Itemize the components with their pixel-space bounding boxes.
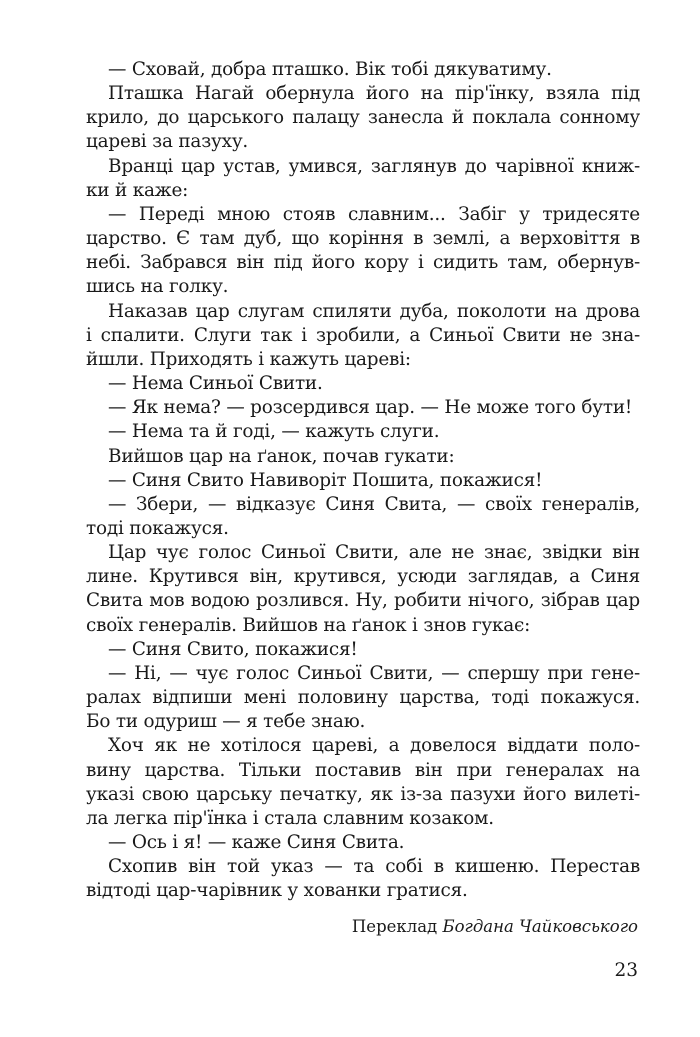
text-line: — Синя Свито Навиворіт Пошита, покажися! — [108, 469, 543, 491]
text-line: Свита мов водою розлився. Ну, робити нічого, зібрав цар — [86, 590, 640, 612]
text-line: — Збери, — відказує Синя Свита, — своїх генералів, — [108, 493, 640, 515]
text-line: ки й каже: — [86, 179, 189, 201]
text-line: царство. Є там дуб, що коріння в землі, а верховіття в — [86, 228, 640, 250]
paragraph — [86, 541, 640, 638]
text-line: йшли. Приходять і кажуть цареві: — [86, 348, 411, 370]
text-line: ралах відпиши мені половину царства, тоді покажуся. — [86, 687, 640, 709]
paragraph — [86, 855, 640, 903]
text-line: крило, до царського палацу занесла й поклала сонному — [86, 107, 640, 129]
paragraph — [86, 493, 640, 541]
text-line: — Переді мною стояв славним... Забіг у тридесяте — [108, 203, 640, 225]
text-line: Вийшов цар на ґанок, почав гукати: — [108, 445, 455, 467]
paragraph — [86, 662, 640, 734]
text-line: Схопив він той указ — та собі в кишеню. Перестав — [108, 856, 640, 878]
text-line: Пташка Нагай обернула його на пір'їнку, взяла під — [108, 83, 640, 105]
text-line: Хоч як не хотілося цареві, а довелося віддати поло- — [108, 735, 640, 757]
text-line: цареві за пазуху. — [86, 131, 249, 153]
paragraph — [86, 638, 640, 662]
text-line: — Ось і я! — каже Синя Свита. — [108, 832, 405, 853]
text-line: і спалити. Слуги так і зробили, а Синьої Свити не зна- — [86, 324, 640, 346]
text-line: Вранці цар устав, умився, заглянув до чарівної книж- — [108, 155, 640, 177]
text-line: вину царства. Тільки поставив він при генералах на — [86, 759, 640, 781]
translation-credit — [352, 917, 638, 936]
text-line: — Як нема? — розсердився цар. — Не може того бути! — [108, 397, 633, 419]
text-line: шись на голку. — [86, 276, 229, 298]
paragraph — [86, 82, 640, 154]
text-line: тоді покажуся. — [86, 517, 229, 539]
paragraph — [86, 203, 640, 300]
translator-name: Богдана Чайковського — [442, 917, 638, 936]
text-line: небі. Забрався він під його кору і сидить там, обернув- — [86, 252, 640, 274]
paragraph — [86, 58, 640, 82]
paragraph — [86, 300, 640, 372]
text-line: — Нема та й годі, — кажуть слуги. — [108, 421, 440, 443]
paragraph — [86, 155, 640, 203]
text-line: — Сховай, добра пташко. Вік тобі дякуватиму. — [108, 59, 552, 80]
paragraph — [86, 469, 640, 493]
text-line: — Нема Синьої Свити. — [108, 373, 323, 395]
paragraph — [86, 831, 640, 855]
text-line: — Ні, — чує голос Синьої Свити, — спершу при гене- — [108, 662, 640, 684]
text-line: Бо ти одуриш — я тебе знаю. — [86, 711, 366, 733]
text-line: Наказав цар слугам спиляти дуба, поколоти на дрова — [108, 300, 640, 322]
text-line: своїх генералів. Вийшов на ґанок і знов гукає: — [86, 614, 531, 636]
paragraph — [86, 420, 640, 444]
page-number: 23 — [614, 960, 638, 981]
text-line: Цар чує голос Синьої Свити, але не знає, звідки він — [108, 542, 640, 564]
credit-prefix: Переклад — [351, 917, 438, 936]
text-line: відтоді цар-чарівник у хованки гратися. — [86, 880, 468, 902]
text-line: — Синя Свито, покажися! — [108, 638, 358, 660]
paragraph — [86, 445, 640, 469]
text-line: ла легка пір'їнка і стала славним козаком. — [86, 807, 494, 829]
text-line: указі свою царську печатку, як із-за пазухи його вилеті- — [86, 783, 640, 805]
paragraph — [86, 396, 640, 420]
story-text — [86, 58, 640, 903]
text-line: лине. Крутився він, крутився, усюди заглядав, а Синя — [86, 566, 640, 588]
paragraph — [86, 372, 640, 396]
paragraph — [86, 734, 640, 831]
